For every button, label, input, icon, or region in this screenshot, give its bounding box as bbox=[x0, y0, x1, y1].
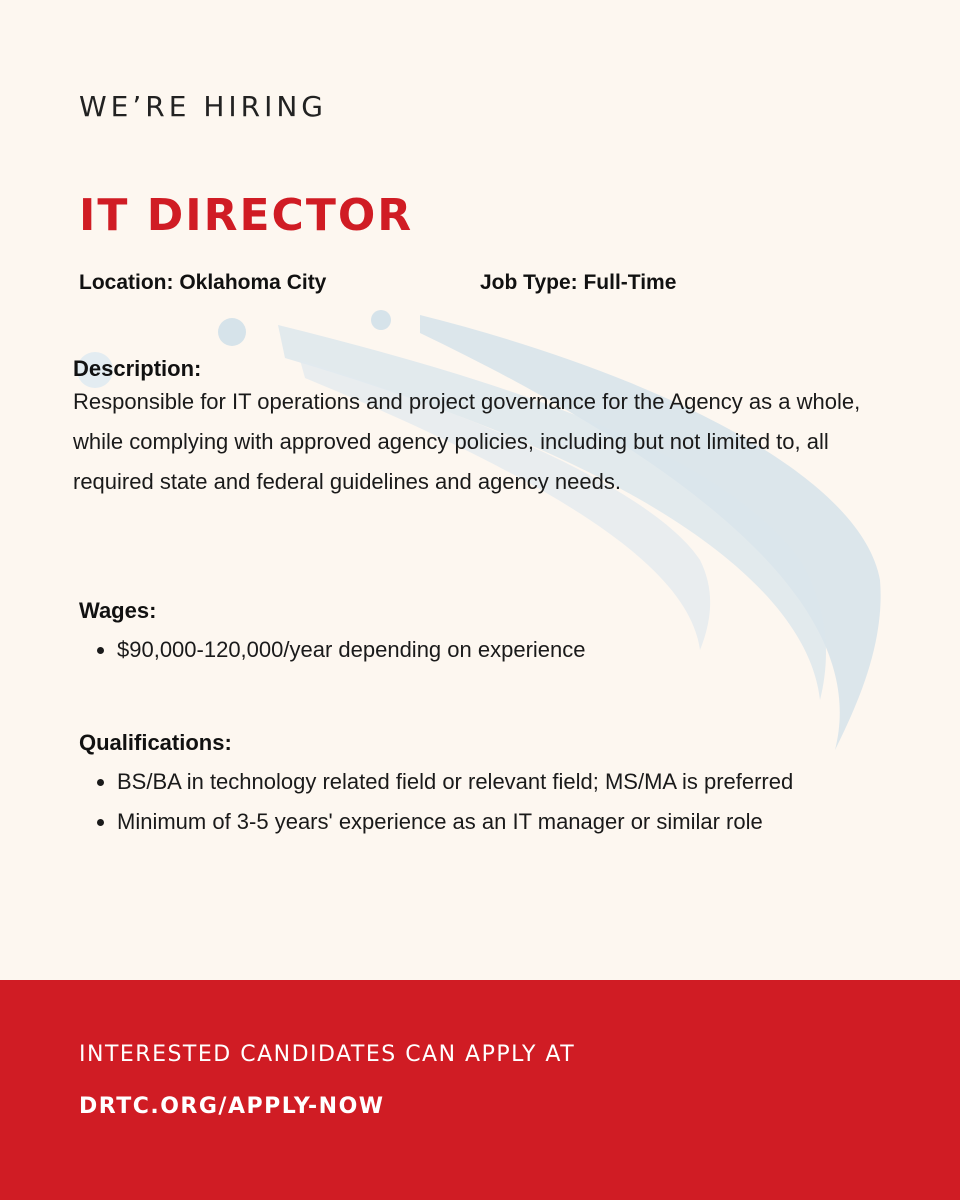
job-title: IT DIRECTOR bbox=[79, 190, 414, 241]
wages-section bbox=[79, 598, 899, 670]
qualifications-section bbox=[79, 730, 899, 842]
qualification-item: • BS/BA in technology related field or relevant field; MS/MA is preferred bbox=[117, 762, 899, 802]
apply-instructions: INTERESTED CANDIDATES CAN APPLY AT bbox=[79, 1042, 576, 1067]
apply-footer bbox=[0, 980, 960, 1200]
job-location: Location: Oklahoma City bbox=[79, 271, 327, 294]
description-text: Responsible for IT operations and project governance for the Agency as a whole, while complying with approved agency policies, including but not limited to, all required state and federal guidelines and agency needs. bbox=[73, 389, 861, 494]
qualifications-label: Qualifications: bbox=[79, 730, 232, 755]
description-section bbox=[73, 356, 893, 502]
qualification-item: • Minimum of 3-5 years' experience as an IT manager or similar role bbox=[117, 802, 899, 842]
wages-item: • $90,000-120,000/year depending on experience bbox=[117, 630, 899, 670]
qualifications-list bbox=[79, 762, 899, 842]
wages-list bbox=[79, 630, 899, 670]
apply-link[interactable]: DRTC.ORG/APPLY-NOW bbox=[79, 1094, 385, 1119]
wages-label: Wages: bbox=[79, 598, 157, 623]
job-type: Job Type: Full-Time bbox=[480, 271, 677, 294]
hiring-eyebrow: WE’RE HIRING bbox=[79, 90, 327, 123]
description-label: Description: bbox=[73, 356, 202, 381]
